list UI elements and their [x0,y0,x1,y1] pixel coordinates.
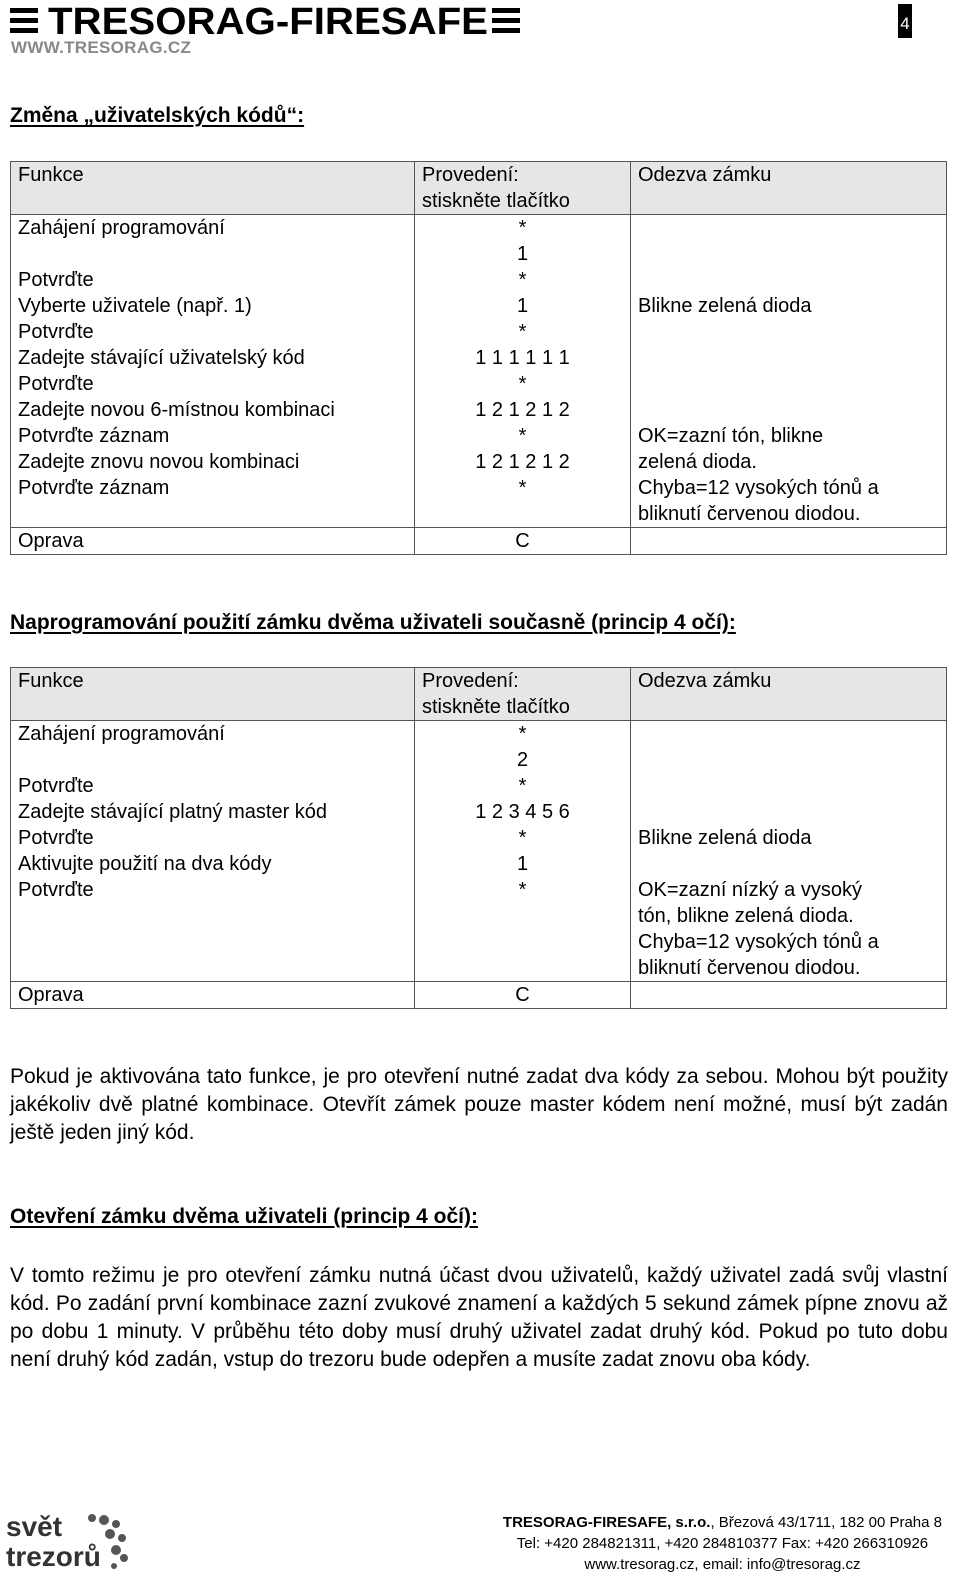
four-eyes-program-table [10,667,947,1009]
header-url: WWW.TRESORAG.CZ [11,38,192,57]
footer-address [503,1512,942,1575]
logo-wordmark: TRESORAG-FIRESAFE [48,4,488,38]
function-steps: Zahájení programování Potvrďte Zadejte stávající platný master kód Potvrďte Aktivujte použití na dva kódy Potvrďte [11,721,415,982]
section2-title: Naprogramování použití zámku dvěma uživateli současně (princip 4 očí): [10,611,736,634]
svet-trezoru-logo [4,1508,134,1574]
footer-company: TRESORAG-FIRESAFE, s.r.o. [502,1514,711,1531]
lock-responses: Blikne zelená dioda OK=zazní nízký a vysoký tón, blikne zelená dioda. Chyba=12 vysokých tónů a bliknutí červenou diodou. [631,721,947,982]
logo-right-stripes [492,8,520,33]
header-execution: Provedení: stiskněte tlačítko [415,668,631,721]
key-sequence: * 1 * 1 * 1 1 1 1 1 1 * 1 2 1 2 1 2 * 1 2 1 2 1 2 * [415,215,631,528]
footer-phones: Tel: +420 284821311, +420 284810377 Fax: +420 266310926 [516,1535,929,1552]
fix-label: Oprava [11,982,415,1009]
table-header-row [11,162,947,215]
user-code-table [10,161,947,555]
table-row [11,528,947,555]
section1-title: Změna „uživatelských kódů“: [10,104,305,127]
header-execution: Provedení: stiskněte tlačítko [415,162,631,215]
fix-response [631,528,947,555]
section3-title: Otevření zámku dvěma uživateli (princip 4 očí): [10,1205,478,1228]
header-response: Odezva zámku [631,162,947,215]
fix-label: Oprava [11,528,415,555]
fix-key: C [415,528,631,555]
header-function: Funkce [11,162,415,215]
footer-web-email: www.tresorag.cz, email: info@tresorag.cz [584,1556,861,1573]
page-number: 4 [898,4,912,38]
header-response: Odezva zámku [631,668,947,721]
table-header-row [11,668,947,721]
table-row [11,982,947,1009]
logo-line-svet: svět [6,1511,63,1542]
footer-company-line [503,1512,942,1533]
footer-street: , Březová 43/1711, 182 00 Praha 8 [710,1514,942,1531]
logo-left-stripes [10,8,38,33]
fix-key: C [415,982,631,1009]
header-function: Funkce [11,668,415,721]
four-eyes-open-text: V tomto režimu je pro otevření zámku nutná účast dvou uživatelů, každý uživatel zadá svůj vlastní kód. Po zadání první kombinace zazní zvukové znamení a každých 5 sekund zámek pípne znovu až po dobu 1 minuty. V průběhu této doby musí druhý uživatel zadat druhý kód. Pokud po tuto dobu není druhý kód zadán, vstup do trezoru bude odepřen a musíte zadat znovu oba kódy. [10,1264,948,1371]
function-steps: Zahájení programování Potvrďte Vyberte uživatele (např. 1) Potvrďte Zadejte stávající uživatelský kód Potvrďte Zadejte novou 6-místnou kombinaci Potvrďte záznam Zadejte znovu novou kombinaci Potvrďte záznam [11,215,415,528]
table-row [11,215,947,528]
fix-response [631,982,947,1009]
logo-line-trezoru: trezorů [6,1541,101,1572]
key-sequence: * 2 * 1 2 3 4 5 6 * 1 * [415,721,631,982]
lock-responses: Blikne zelená dioda OK=zazní tón, blikne zelená dioda. Chyba=12 vysokých tónů a bliknutí červenou diodou. [631,215,947,528]
tresorag-logo [10,4,520,38]
four-eyes-note: Pokud je aktivována tato funkce, je pro otevření nutné zadat dva kódy za sebou. Mohou být použity jakékoliv dvě platné kombinace. Otevřít zámek pouze master kódem není možné, musí být zadán ještě jeden jiný kód. [10,1065,948,1144]
table-row [11,721,947,982]
